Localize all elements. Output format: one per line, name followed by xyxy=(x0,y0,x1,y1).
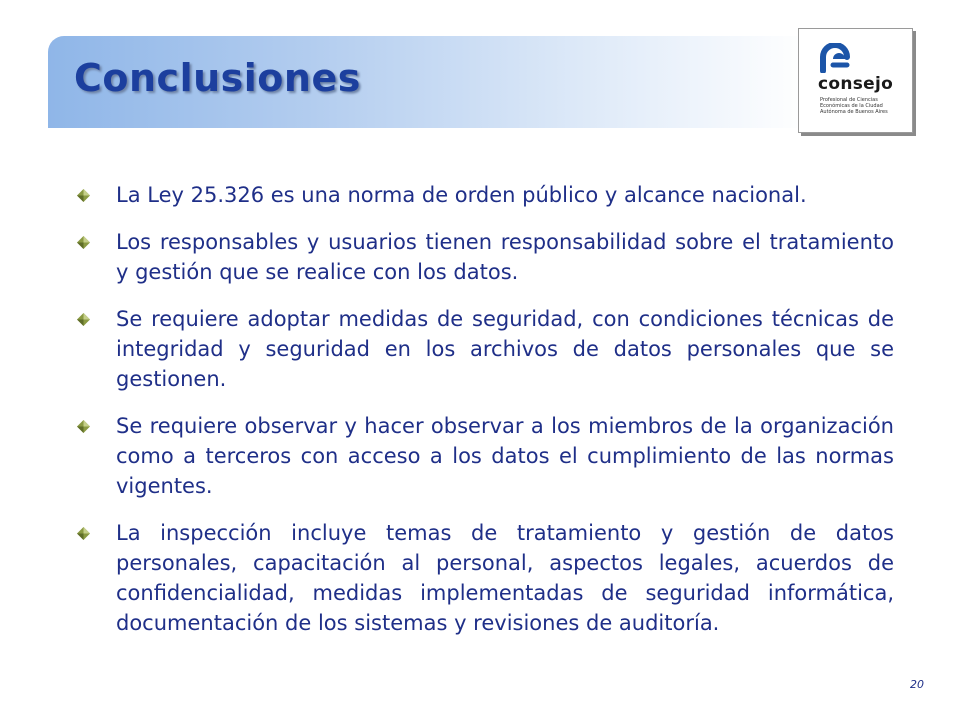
diamond-bullet-icon xyxy=(77,189,90,202)
slide-title: Conclusiones xyxy=(74,56,361,100)
list-item xyxy=(74,180,894,210)
consejo-mark-icon xyxy=(819,43,851,73)
list-item xyxy=(74,227,894,287)
list-item xyxy=(74,518,894,638)
bullet-text: Se requiere adoptar medidas de seguridad, con condiciones técnicas de integridad y seguridad en los archivos de datos personales que se gestionen. xyxy=(116,307,894,391)
bullet-text: Los responsables y usuarios tienen responsabilidad sobre el tratamiento y gestión que se realice con los datos. xyxy=(116,230,894,284)
diamond-bullet-icon xyxy=(77,420,90,433)
diamond-bullet-icon xyxy=(77,313,90,326)
page-number: 20 xyxy=(910,678,924,691)
logo-subtitle-line: Profesional de Ciencias xyxy=(820,97,878,103)
list-item xyxy=(74,411,894,501)
bullet-text: La Ley 25.326 es una norma de orden público y alcance nacional. xyxy=(116,183,807,207)
diamond-bullet-icon xyxy=(77,236,90,249)
consejo-logo xyxy=(798,28,913,133)
conclusions-list xyxy=(74,180,894,655)
logo-name: consejo xyxy=(818,74,894,94)
logo-subtitle-line: Autónoma de Buenos Aires xyxy=(820,109,888,115)
logo-subtitle-line: Económicas de la Ciudad xyxy=(820,103,883,109)
diamond-bullet-icon xyxy=(77,527,90,540)
list-item xyxy=(74,304,894,394)
bullet-text: La inspección incluye temas de tratamiento y gestión de datos personales, capacitación al personal, aspectos legales, acuerdos de confidencialidad, medidas implementadas de seguridad informática, documentación de los sistemas y revisiones de auditoría. xyxy=(116,521,894,635)
logo-subtitle xyxy=(820,97,888,115)
bullet-text: Se requiere observar y hacer observar a los miembros de la organización como a terceros con acceso a los datos el cumplimiento de las normas vigentes. xyxy=(116,414,894,498)
